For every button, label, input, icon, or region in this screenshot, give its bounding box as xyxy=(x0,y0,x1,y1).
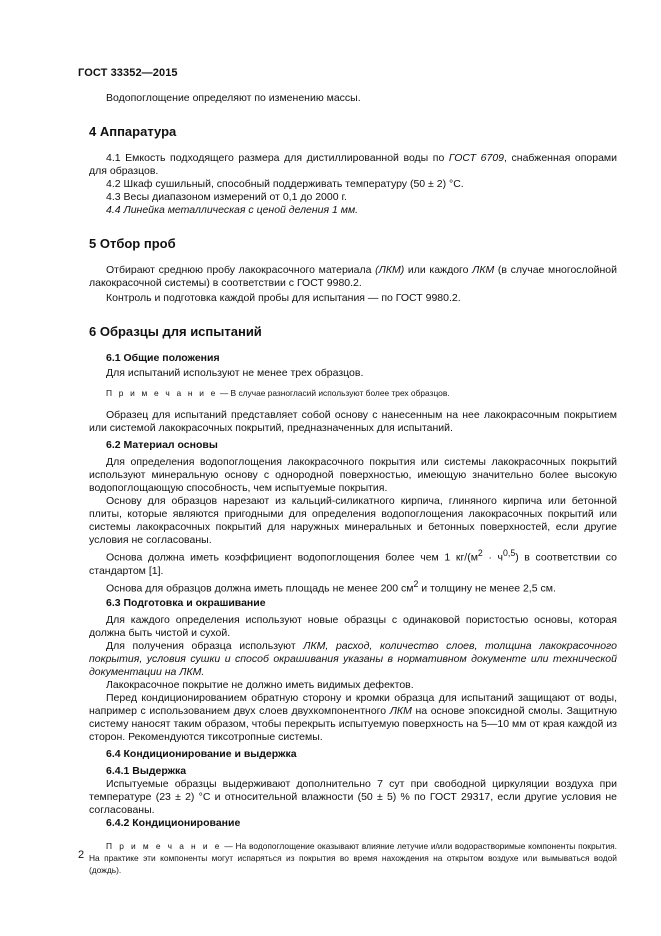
intro-paragraph: Водопоглощение определяют по изменению массы. xyxy=(106,92,361,104)
section-6-1-paragraph-2: Образец для испытаний представляет собой основу с нанесенным на нее лакокрасочным покрытием или системой лакокрасочных покрытий, предназначенных для испытаний. xyxy=(89,409,617,434)
section-6-4-title: 6.4 Кондиционирование и выдержка xyxy=(106,748,297,760)
section-6-2-paragraph-1: Для определения водопоглощения лакокрасочного покрытия или системы лакокрасочных покрытий используют минеральную основу с однородной поверхностью, имеющую значительно более высокую водопоглощающую способность, чем испытуемые покрытия. xyxy=(89,456,617,494)
section-6-2-paragraph-4: Основа для образцов должна иметь площадь не менее 200 $см^2$ и толщину не менее 2,5 см. xyxy=(106,578,556,594)
section-6-1-note: П р и м е ч а н и е — В случае разногласий используют более трех образцов. xyxy=(106,388,450,398)
section-6-2-paragraph-3: Основа должна иметь коэффициент водопоглощения более чем 1 $кг/(м^2 \cdot ч^{0,5})$ в соответствии со стандартом [1]. xyxy=(89,548,617,577)
item-4-3: 4.3 Весы диапазоном измерений от 0,1 до 2000 г. xyxy=(106,191,347,203)
section-6-4-2-note: П р и м е ч а н и е — На водопоглощение оказывают влияние летучие и/или водорастворимые компоненты покрытия. На практике эти компоненты могут испаряться из покрытия во время нахождения на открытом воздухе или вымываться водой (дождь). xyxy=(89,841,618,875)
item-4-1: 4.1 Емкость подходящего размера для дистиллированной воды по ГОСТ 6709, снабженная опорами для образцов. xyxy=(89,152,617,177)
section-6-1-paragraph-1: Для испытаний используют не менее трех образцов. xyxy=(106,367,364,379)
section-5-paragraph-1: Отбирают среднюю пробу лакокрасочного материала (ЛКМ) или каждого ЛКМ (в случае многослойной лакокрасочной системы) в соответствии с ГОСТ 9980.2. xyxy=(89,264,618,289)
section-6-3-paragraph-2: Для получения образца используют ЛКМ, расход, количество слоев, толщина лакокрасочного покрытия, условия сушки и способ окрашивания указаны в нормативном документе или технической документации на ЛКМ. xyxy=(89,640,617,678)
section-6-3-title: 6.3 Подготовка и окрашивание xyxy=(106,597,266,609)
section-6-3-paragraph-1: Для каждого определения используют новые образцы с одинаковой пористостью основы, которая должна быть чистой и сухой. xyxy=(89,614,617,639)
section-4-title: 4 Аппаратура xyxy=(89,124,177,139)
page-number: 2 xyxy=(78,849,85,861)
section-6-3-paragraph-3: Лакокрасочное покрытие не должно иметь видимых дефектов. xyxy=(106,679,414,691)
section-6-4-1-paragraph: Испытуемые образцы выдерживают дополнительно 7 сут при свободной циркуляции воздуха при температуре (23 ± 2) °С и относительной влажности (50 ± 5) % по ГОСТ 29317, если другие условия не согласованы. xyxy=(89,778,617,816)
section-6-4-1-title: 6.4.1 Выдержка xyxy=(106,765,187,777)
document-body xyxy=(89,92,617,876)
section-5-paragraph-2: Контроль и подготовка каждой пробы для испытания — по ГОСТ 9980.2. xyxy=(106,292,461,304)
section-5-title: 5 Отбор проб xyxy=(89,236,176,251)
section-6-3-paragraph-4: Перед кондиционированием обратную сторону и кромки образца для испытаний защищают от воды, например с использованием двух слоев двухкомпонентного ЛКМ на основе эпоксидной смолы. Защитную систему наносят таким образом, чтобы перекрыть испытуемую поверхность на 5—10 мм от края каждой из сторон. Рекомендуются тиксотропные системы. xyxy=(89,692,617,743)
section-6-title: 6 Образцы для испытаний xyxy=(89,324,262,339)
section-6-4-2-title: 6.4.2 Кондиционирование xyxy=(106,817,241,829)
document-header: ГОСТ 33352—2015 xyxy=(78,67,178,79)
section-6-1-title: 6.1 Общие положения xyxy=(106,352,220,364)
section-6-2-title: 6.2 Материал основы xyxy=(106,439,218,451)
item-4-4: 4.4 Линейка металлическая с ценой деления 1 мм. xyxy=(106,204,359,216)
section-6-2-paragraph-2: Основу для образцов нарезают из кальций-силикатного кирпича, глиняного кирпича или бетонной плиты, которые являются пригодными для определения водопоглощения лакокрасочных покрытий или системы лакокрасочных покрытий для наружных минеральных и бетонных поверхностей, если другие условия не согласованы. xyxy=(89,495,617,546)
item-4-2: 4.2 Шкаф сушильный, способный поддерживать температуру (50 ± 2) °С. xyxy=(106,178,464,190)
